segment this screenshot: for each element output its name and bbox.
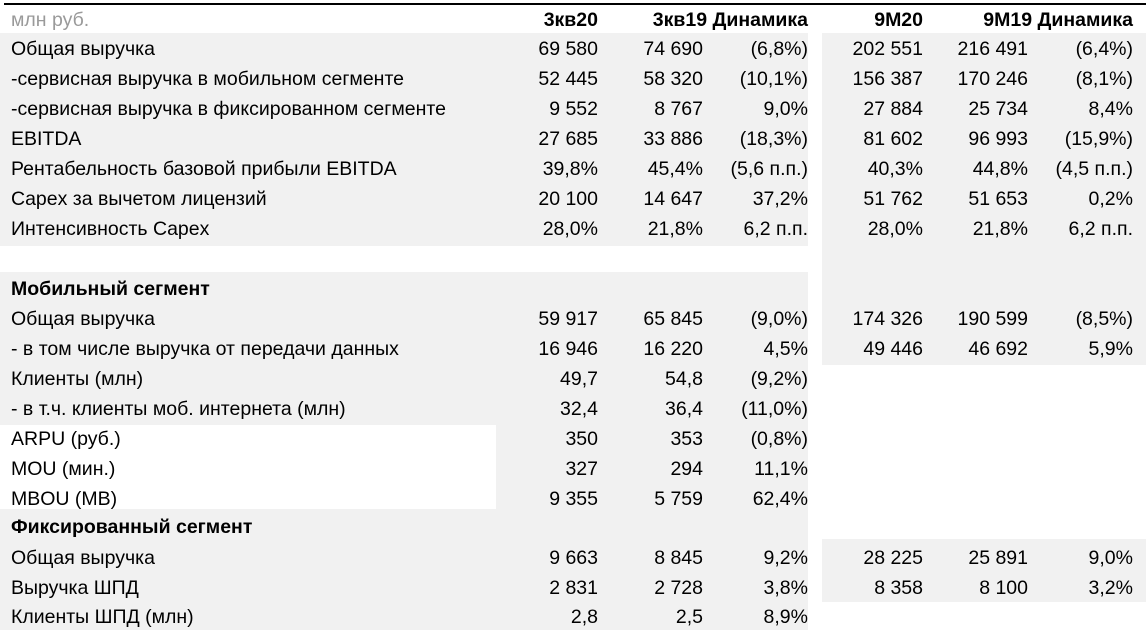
9m-2020-value: 49 446	[863, 338, 923, 360]
q3-2020-value: 69 580	[538, 38, 598, 60]
9m-dynamics-value: (8,5%)	[1075, 308, 1133, 330]
table-row	[0, 573, 1146, 603]
9m-dynamics-value: (4,5 п.п.)	[1055, 158, 1133, 180]
9m-2019-value: 21,8%	[972, 218, 1028, 240]
9m-2020-value: 27 884	[863, 98, 923, 120]
9m-2019-value	[925, 512, 1028, 542]
9m-dynamics-value	[1030, 424, 1133, 454]
row-label: -сервисная выручка в мобильном сегменте	[11, 68, 405, 90]
table-row	[0, 34, 1146, 64]
col-header-q3-2020: 3кв20	[543, 9, 598, 31]
row-label: EBITDA	[11, 128, 82, 150]
9m-2019-value: 46 692	[968, 338, 1028, 360]
9m-dynamics-value	[1030, 454, 1133, 484]
table-row	[0, 184, 1146, 214]
unit-label: млн руб.	[11, 9, 90, 31]
q3-2019-value	[600, 244, 703, 274]
table-row	[0, 334, 1146, 364]
q3-2019-value	[600, 274, 703, 304]
q-dynamics-value: (5,6 п.п.)	[730, 158, 808, 180]
q3-2019-value: 5 759	[654, 488, 703, 510]
9m-2020-value: 81 602	[863, 128, 923, 150]
9m-dynamics-value: (8,1%)	[1075, 68, 1133, 90]
9m-2019-value: 190 599	[957, 308, 1028, 330]
q3-2019-value: 74 690	[643, 38, 703, 60]
9m-dynamics-value: 3,2%	[1088, 577, 1133, 599]
q-dynamics-value: (6,8%)	[750, 38, 808, 60]
row-label: Capex за вычетом лицензий	[11, 188, 267, 210]
q3-2020-value: 52 445	[538, 68, 598, 90]
row-label: Клиенты (млн)	[11, 368, 144, 390]
table-row	[0, 454, 1146, 484]
9m-2020-value: 28,0%	[867, 218, 923, 240]
header-row	[0, 5, 1146, 35]
q-dynamics-value	[705, 244, 808, 274]
table-row	[0, 64, 1146, 94]
9m-dynamics-value: 6,2 п.п.	[1068, 218, 1133, 240]
9m-2020-value: 8 358	[874, 577, 923, 599]
table-row	[0, 154, 1146, 184]
q3-2020-value: 20 100	[538, 188, 598, 210]
9m-dynamics-value: 8,4%	[1088, 98, 1133, 120]
row-label: ARPU (руб.)	[11, 428, 121, 450]
col-header-q3-2019-dynamics: 3кв19 Динамика	[652, 9, 808, 31]
9m-2019-value: 25 891	[968, 547, 1028, 569]
table-row	[0, 364, 1146, 394]
row-label: Интенсивность Capex	[11, 218, 210, 240]
q3-2019-value: 65 845	[643, 308, 703, 330]
9m-dynamics-value	[1030, 394, 1133, 424]
q3-2019-value: 36,4	[665, 398, 703, 420]
q3-2020-value: 27 685	[538, 128, 598, 150]
q-dynamics-value	[705, 512, 808, 542]
q3-2020-value: 2 831	[549, 577, 598, 599]
9m-2019-value: 51 653	[968, 188, 1028, 210]
9m-2019-value: 216 491	[957, 38, 1028, 60]
row-label: Клиенты ШПД (млн)	[11, 606, 194, 628]
9m-2020-value: 51 762	[863, 188, 923, 210]
q3-2019-value	[600, 512, 703, 542]
row-label: -сервисная выручка в фиксированном сегменте	[11, 98, 446, 120]
9m-dynamics-value	[1030, 602, 1133, 632]
q3-2020-value: 59 917	[538, 308, 598, 330]
q3-2019-value: 14 647	[643, 188, 703, 210]
table-row	[0, 304, 1146, 334]
q-dynamics-value: (0,8%)	[750, 428, 808, 450]
9m-2019-value	[925, 484, 1028, 514]
q3-2019-value: 33 886	[643, 128, 703, 150]
q3-2019-value: 8 767	[654, 98, 703, 120]
row-label: - в том числе выручка от передачи данных	[11, 338, 399, 360]
9m-2020-value	[822, 244, 923, 274]
9m-2019-value	[925, 274, 1028, 304]
q-dynamics-value	[705, 274, 808, 304]
9m-2020-value	[822, 484, 923, 514]
9m-2019-value	[925, 424, 1028, 454]
q-dynamics-value: 9,0%	[763, 98, 808, 120]
q-dynamics-value: 62,4%	[752, 488, 808, 510]
table-row	[0, 424, 1146, 454]
9m-dynamics-value: (15,9%)	[1064, 128, 1133, 150]
9m-2019-value: 170 246	[957, 68, 1028, 90]
table-row	[0, 94, 1146, 124]
9m-2019-value: 44,8%	[972, 158, 1028, 180]
table-row	[0, 214, 1146, 244]
9m-dynamics-value	[1030, 364, 1133, 394]
q3-2019-value: 58 320	[643, 68, 703, 90]
9m-2020-value: 156 387	[852, 68, 923, 90]
q-dynamics-value: (18,3%)	[739, 128, 808, 150]
q3-2020-value: 2,8	[570, 606, 598, 628]
q-dynamics-value: 3,8%	[763, 577, 808, 599]
9m-2019-value	[925, 602, 1028, 632]
col-header-9m-2020: 9М20	[874, 9, 923, 31]
9m-2020-value: 40,3%	[867, 158, 923, 180]
q-dynamics-value: (9,2%)	[750, 368, 808, 390]
9m-dynamics-value	[1030, 484, 1133, 514]
q3-2020-value: 16 946	[538, 338, 598, 360]
9m-2020-value	[822, 454, 923, 484]
q3-2019-value: 45,4%	[647, 158, 703, 180]
q-dynamics-value: 37,2%	[752, 188, 808, 210]
table-row	[0, 543, 1146, 573]
q3-2020-value: 9 552	[549, 98, 598, 120]
q3-2019-value: 8 845	[654, 547, 703, 569]
9m-dynamics-value: 5,9%	[1088, 338, 1133, 360]
q-dynamics-value: 6,2 п.п.	[743, 218, 808, 240]
9m-2020-value	[822, 602, 923, 632]
9m-dynamics-value: 9,0%	[1088, 547, 1133, 569]
q-dynamics-value: (11,0%)	[741, 398, 808, 420]
table-row	[0, 602, 1146, 632]
row-label: Общая выручка	[11, 308, 155, 330]
q3-2020-value: 49,7	[560, 368, 598, 390]
q-dynamics-value: (10,1%)	[739, 68, 808, 90]
row-label: - в т.ч. клиенты моб. интернета (млн)	[11, 398, 346, 420]
q3-2019-value: 54,8	[665, 368, 703, 390]
9m-2019-value: 8 100	[979, 577, 1028, 599]
9m-2020-value: 28 225	[863, 547, 923, 569]
9m-2019-value: 96 993	[968, 128, 1028, 150]
9m-2020-value	[822, 394, 923, 424]
9m-2019-value	[925, 394, 1028, 424]
9m-dynamics-value	[1030, 274, 1133, 304]
9m-2020-value	[822, 424, 923, 454]
q3-2020-value	[500, 244, 598, 274]
q-dynamics-value: 9,2%	[763, 547, 808, 569]
q3-2020-value: 28,0%	[542, 218, 598, 240]
table-row	[0, 124, 1146, 154]
9m-2019-value	[925, 364, 1028, 394]
table-row-spacer	[0, 244, 1146, 274]
9m-2020-value	[822, 364, 923, 394]
q3-2020-value: 9 663	[549, 547, 598, 569]
9m-2019-value	[925, 454, 1028, 484]
9m-dynamics-value	[1030, 244, 1133, 274]
table-row	[0, 484, 1146, 514]
9m-2020-value: 174 326	[852, 308, 923, 330]
q3-2020-value	[500, 512, 598, 542]
q-dynamics-value: 4,5%	[763, 338, 808, 360]
section-title: Фиксированный сегмент	[11, 516, 253, 538]
section-heading-mobile	[0, 274, 1146, 304]
row-label: Рентабельность базовой прибыли EBITDA	[11, 158, 397, 180]
q3-2020-value: 327	[565, 458, 598, 480]
9m-dynamics-value: 0,2%	[1088, 188, 1133, 210]
row-label: MOU (мин.)	[11, 458, 116, 480]
q3-2019-value: 353	[670, 428, 703, 450]
row-label: Общая выручка	[11, 38, 155, 60]
9m-dynamics-value	[1030, 512, 1133, 542]
q-dynamics-value: 11,1%	[754, 458, 808, 480]
section-title: Мобильный сегмент	[11, 278, 210, 300]
table-row	[0, 394, 1146, 424]
q3-2019-value: 2 728	[654, 577, 703, 599]
9m-2020-value: 202 551	[852, 38, 923, 60]
q3-2019-value: 16 220	[643, 338, 703, 360]
9m-2019-value: 25 734	[968, 98, 1028, 120]
9m-2020-value	[822, 274, 923, 304]
row-label: MBOU (MB)	[11, 488, 118, 510]
q3-2020-value: 9 355	[549, 488, 598, 510]
q3-2020-value	[500, 274, 598, 304]
section-heading-fixed	[0, 512, 1146, 542]
q-dynamics-value: 8,9%	[763, 606, 808, 628]
9m-2019-value	[925, 244, 1028, 274]
q-dynamics-value: (9,0%)	[750, 308, 808, 330]
row-label: Выручка ШПД	[11, 577, 139, 599]
col-header-9m-2019-dynamics: 9М19 Динамика	[983, 9, 1133, 31]
row-label: Общая выручка	[11, 547, 155, 569]
q3-2019-value: 294	[670, 458, 703, 480]
9m-2020-value	[822, 512, 923, 542]
q3-2020-value: 350	[565, 428, 598, 450]
q3-2020-value: 39,8%	[542, 158, 598, 180]
q3-2019-value: 21,8%	[647, 218, 703, 240]
q3-2019-value: 2,5	[675, 606, 703, 628]
9m-dynamics-value: (6,4%)	[1075, 38, 1133, 60]
q3-2020-value: 32,4	[560, 398, 598, 420]
